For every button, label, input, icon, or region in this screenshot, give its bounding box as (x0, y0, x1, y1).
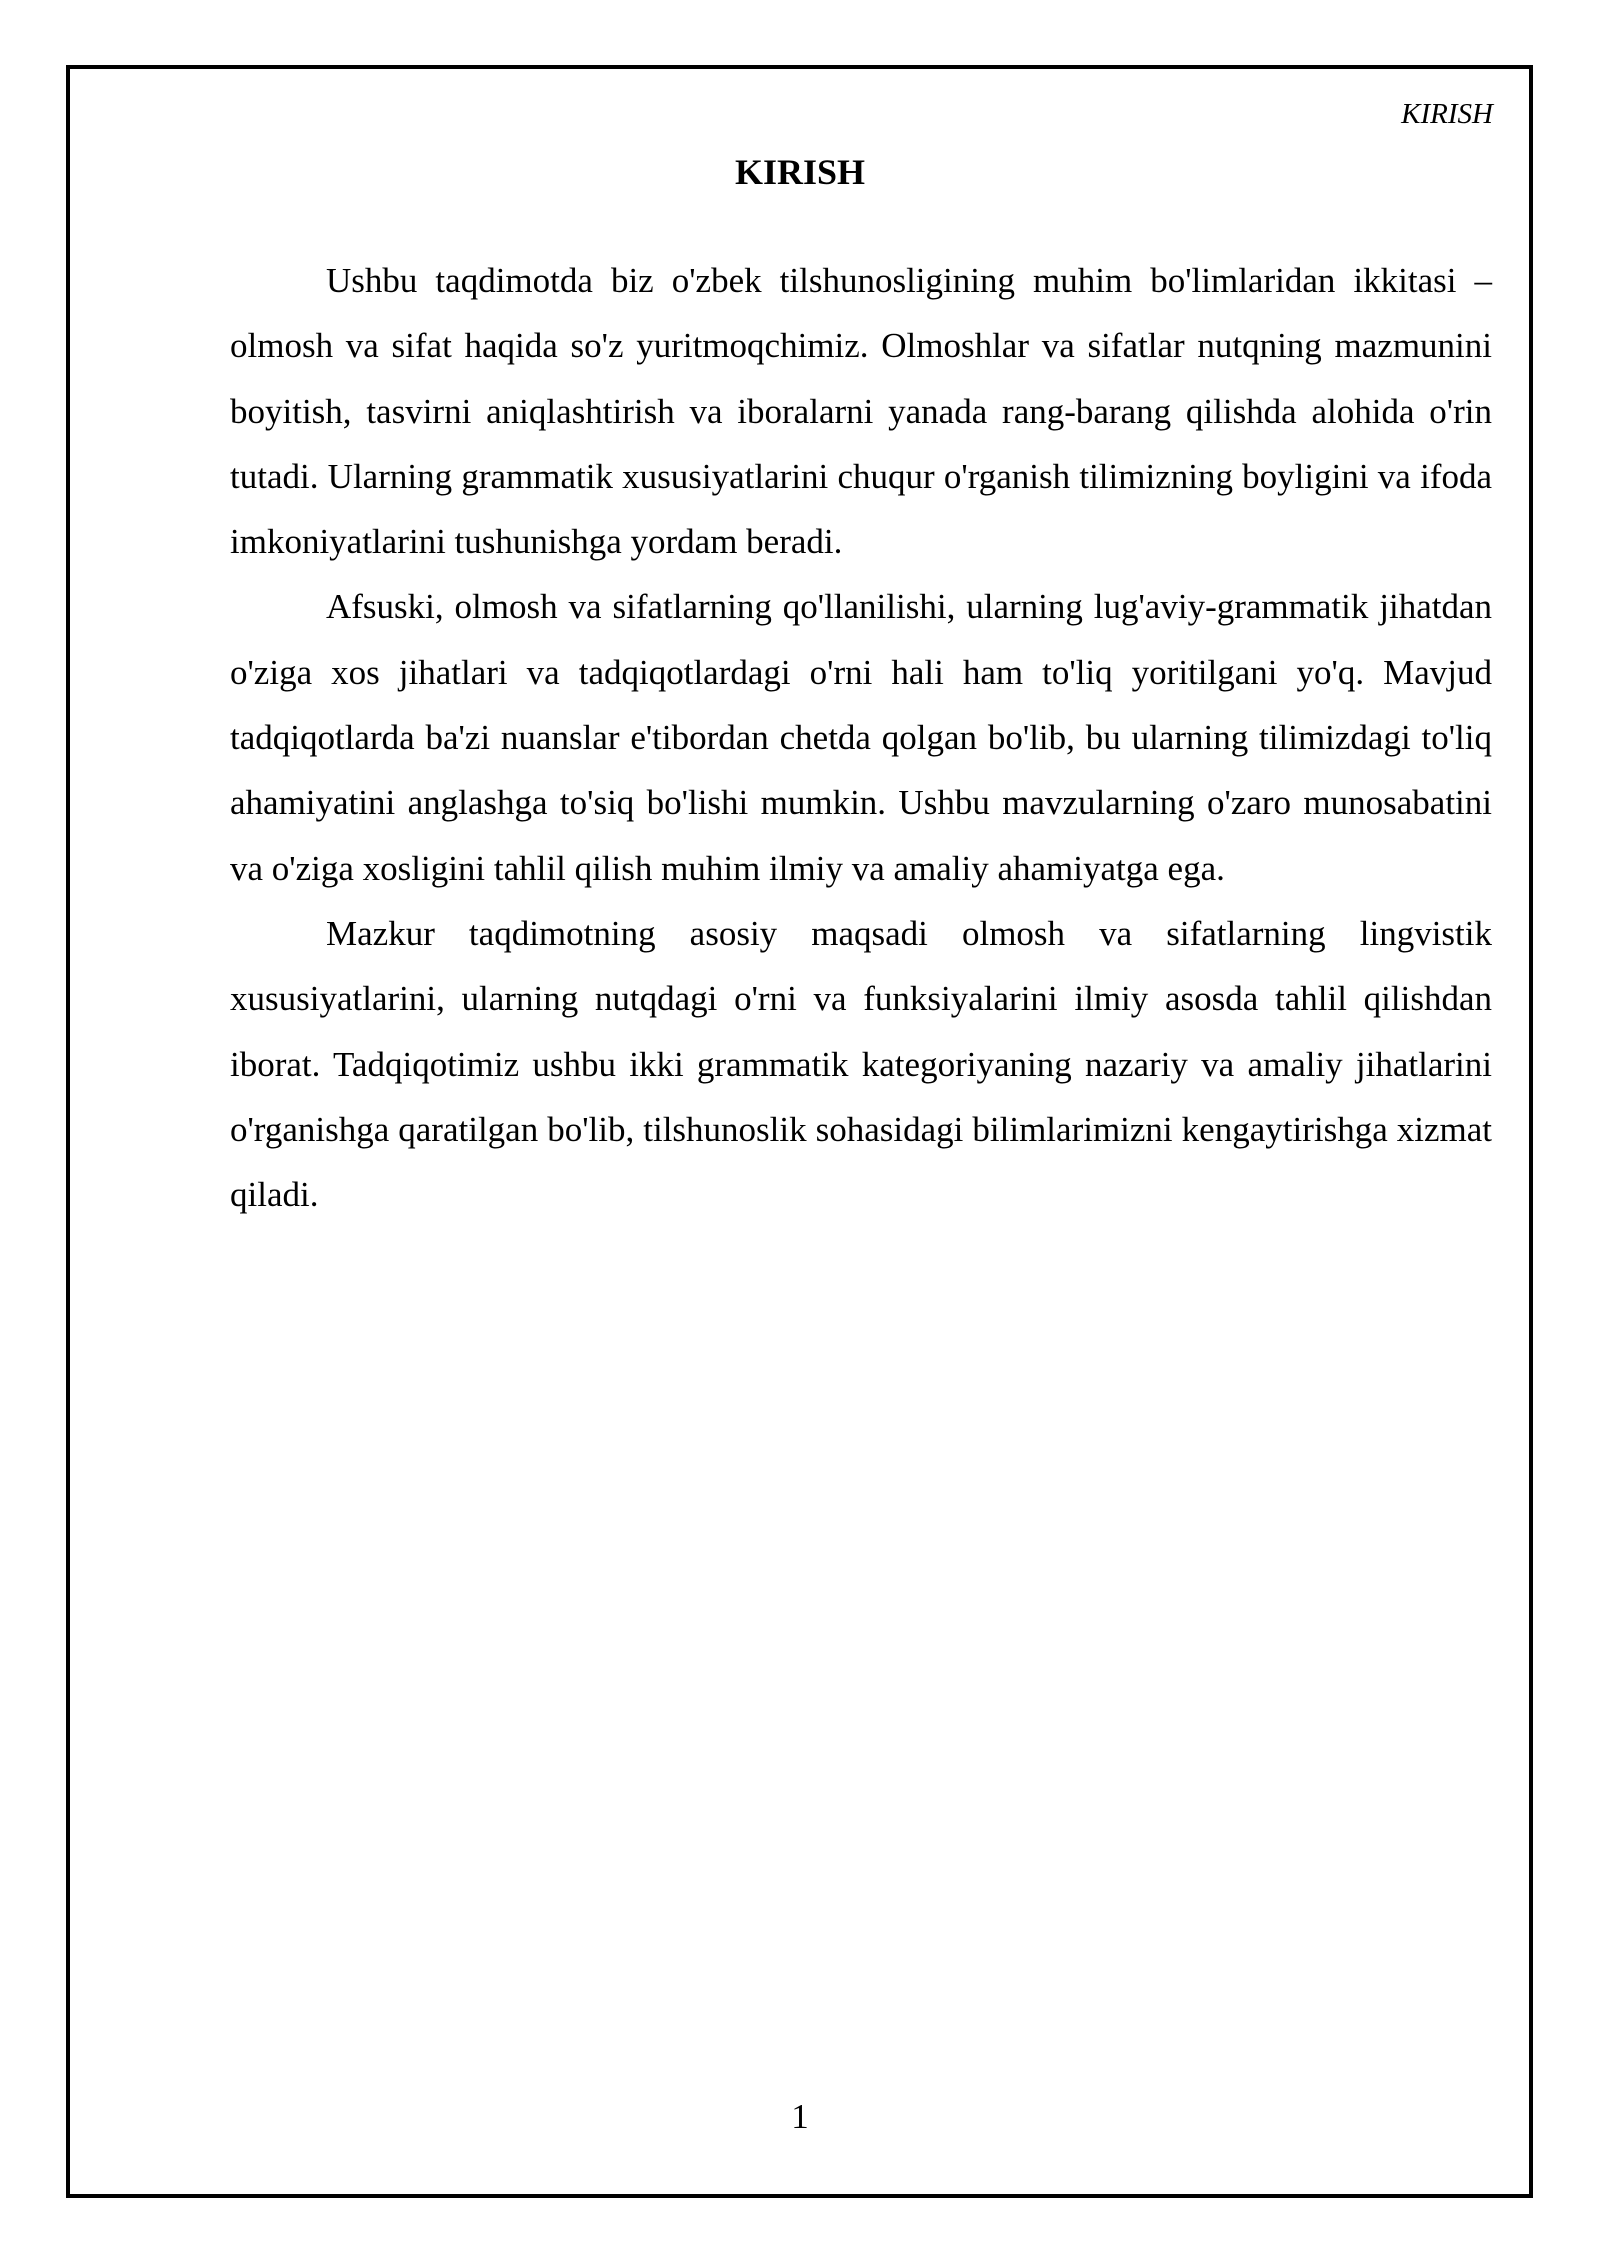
body-text (230, 248, 1492, 1227)
running-header: KIRISH (1401, 98, 1493, 130)
paragraph-3: Mazkur taqdimotning asosiy maqsadi olmosh va sifatlarning lingvistik xususiyatlarini, ularning nutqdagi o'rni va funksiyalarini ilmiy asosda tahlil qilishdan iborat. Tadqiqotimiz ushbu ikki grammatik kategoriyaning nazariy va amaliy jihatlarini o'rganishga qaratilgan bo'lib, tilshunoslik sohasidagi bilimlarimizni kengaytirishga xizmat qiladi. (230, 913, 1492, 1215)
paragraph-1: Ushbu taqdimotda biz o'zbek tilshunosligining muhim bo'limlaridan ikkitasi – olmosh va sifat haqida so'z yuritmoqchimiz. Olmoshlar va sifatlar nutqning mazmunini boyitish, tasvirni aniqlashtirish va iboralarni yanada rang-barang qilishda alohida o'rin tutadi. Ularning grammatik xususiyatlarini chuqur o'rganish tilimizning boyligini va ifoda imkoniyatlarini tushunishga yordam beradi. (230, 261, 1492, 562)
page-title: KIRISH (734, 152, 866, 192)
paragraph-2: Afsuski, olmosh va sifatlarning qo'llanilishi, ularning lug'aviy-grammatik jihatdan o'ziga xos jihatlari va tadqiqotlardagi o'rni hali ham to'liq yoritilgani yo'q. Mavjud tadqiqotlarda ba'zi nuanslar e'tibordan chetda qolgan bo'lib, bu ularning tilimizdagi to'liq ahamiyatini anglashga to'siq bo'lishi mumkin. Ushbu mavzularning o'zaro munosabatini va o'ziga xosligini tahlil qilish muhim ilmiy va amaliy ahamiyatga ega. (230, 587, 1492, 888)
page-number: 1 (791, 2097, 809, 2136)
